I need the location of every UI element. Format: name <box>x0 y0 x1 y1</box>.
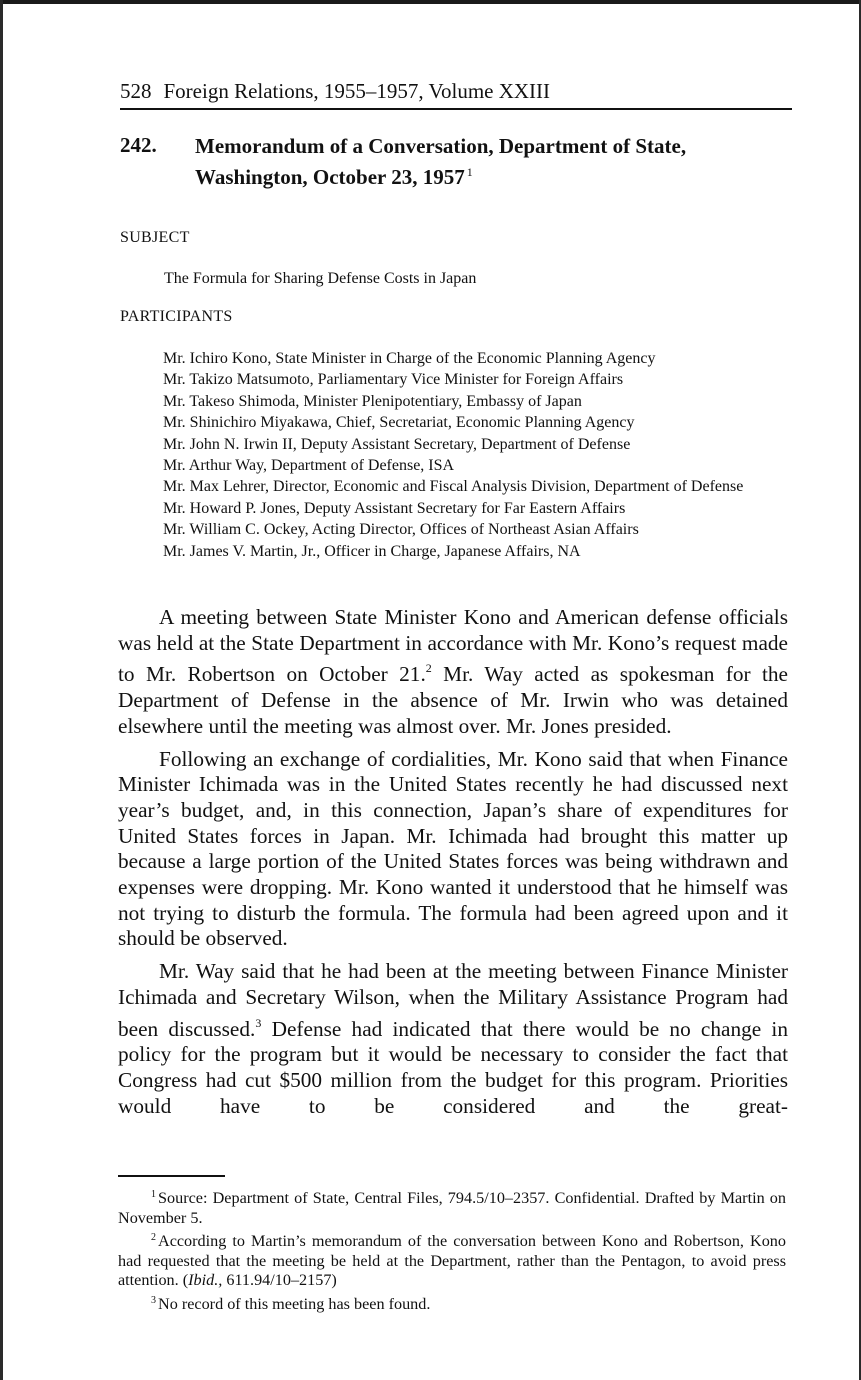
body-paragraph-3-text-b: Defense had indicated that there would be no change in policy for the program but it would be necessary to consider the fact that Congress had cut $500 million from the budget for this program. Priorities would have to be considered and the great- <box>118 1016 788 1118</box>
footnote-2-mark: 2 <box>151 1232 156 1243</box>
participant-item: Mr. Shinichiro Miyakawa, Chief, Secretariat, Economic Planning Agency <box>163 414 635 432</box>
footnote-rule <box>118 1175 225 1177</box>
body-paragraph-1-text-a: A meeting between State Minister Kono and American defense officials was held at the State Department in accordance with Mr. Kono’s request made to Mr. Robertson on October 21. <box>118 605 788 687</box>
footnote-ref-2: 2 <box>425 661 432 676</box>
footnote-ref-3: 3 <box>255 1015 262 1030</box>
participants-label: PARTICIPANTS <box>120 308 233 325</box>
running-header <box>120 78 792 104</box>
memorandum-body <box>118 605 788 1126</box>
participant-item: Mr. William C. Ockey, Acting Director, Offices of Northeast Asian Affairs <box>163 521 639 539</box>
participant-item: Mr. Howard P. Jones, Deputy Assistant Secretary for Far Eastern Affairs <box>163 499 626 517</box>
participant-item: Mr. Ichiro Kono, State Minister in Charge of the Economic Planning Agency <box>163 350 656 367</box>
footnote-2: $^2$ According to Martin’s memorandum of the conversation between Kono and Robertson, Kono had requested that the meeting be held at the Department, rather than the Pentagon, to avoid press attention. (Ibid., 611.94/10–2157) <box>118 1232 786 1289</box>
footnote-3-mark: 3 <box>151 1294 156 1306</box>
subject-text: The Formula for Sharing Defense Costs in Japan <box>164 270 477 287</box>
footnote-3-text: No record of this meeting has been found. <box>158 1294 431 1313</box>
header-rule <box>120 108 792 110</box>
participant-item: Mr. Max Lehrer, Director, Economic and Fiscal Analysis Division, Department of Defense <box>163 478 744 496</box>
participant-item: Mr. Takeso Shimoda, Minister Plenipotentiary, Embassy of Japan <box>163 392 582 410</box>
document-title-text: Memorandum of a Conversation, Department of State, Washington, October 23, 1957 <box>195 134 687 189</box>
document-title <box>195 133 795 190</box>
page-top-border <box>0 0 861 4</box>
participant-item: Mr. Takizo Matsumoto, Parliamentary Vice Minister for Foreign Affairs <box>163 371 624 389</box>
body-paragraph-1 <box>118 605 788 740</box>
body-paragraph-3-text-a: Mr. Way said that he had been at the meeting between Finance Minister Ichimada and Secretary Wilson, when the Military Assistance Program had been discussed. <box>118 959 788 1041</box>
body-paragraph-1-text-b: Mr. Way acted as spokesman for the Department of Defense in the absence of Mr. Irwin who was detained elsewhere until the meeting was almost over. Mr. Jones presided. <box>118 662 788 738</box>
footnote-1-text: Source: Department of State, Central Files, 794.5/10–2357. Confidential. Drafted by Martin on November 5. <box>118 1189 786 1227</box>
footnote-3 <box>118 1291 786 1315</box>
footnotes <box>118 1185 786 1314</box>
footnote-2-text: According to Martin’s memorandum of the conversation between Kono and Robertson, Kono had requested that the meeting be held at the Department, rather than the Pentagon, to avoid press attention. <box>118 1232 786 1289</box>
subject-label: SUBJECT <box>120 229 190 246</box>
participant-item: Mr. James V. Martin, Jr., Officer in Charge, Japanese Affairs, NA <box>163 542 581 560</box>
page-left-border <box>0 0 3 1380</box>
document-number: 242. <box>120 133 157 157</box>
footnote-2-ref: 611.94/10–2157) <box>222 1271 337 1289</box>
body-paragraph-2: Following an exchange of cordialities, Mr. Kono said that when Finance Minister Ichimada was in the United States recently he had discussed next year’s budget, and, in this connection, Japan’s share of expenditures for United States forces in Japan. Mr. Ichimada had brought this matter up because a large portion of the United States forces was being withdrawn and expenses were dropping. Mr. Kono wanted it understood that he himself was not trying to disturb the formula. The formula had been agreed upon and it should be observed. <box>118 746 788 951</box>
running-title: Foreign Relations, 1955–1957, Volume XXIII <box>163 79 551 103</box>
footnote-2-ibid: Ibid., <box>188 1271 223 1289</box>
footnote-ref-1: 1 <box>466 165 473 179</box>
participant-item: Mr. John N. Irwin II, Deputy Assistant Secretary, Department of Defense <box>163 435 631 453</box>
participants-list <box>163 348 788 562</box>
page-number: 528 <box>120 79 152 103</box>
participant-item: Mr. Arthur Way, Department of Defense, ISA <box>163 457 455 475</box>
footnote-1-mark: 1 <box>151 1189 156 1200</box>
footnote-1 <box>118 1185 786 1228</box>
body-paragraph-3 <box>118 959 788 1119</box>
